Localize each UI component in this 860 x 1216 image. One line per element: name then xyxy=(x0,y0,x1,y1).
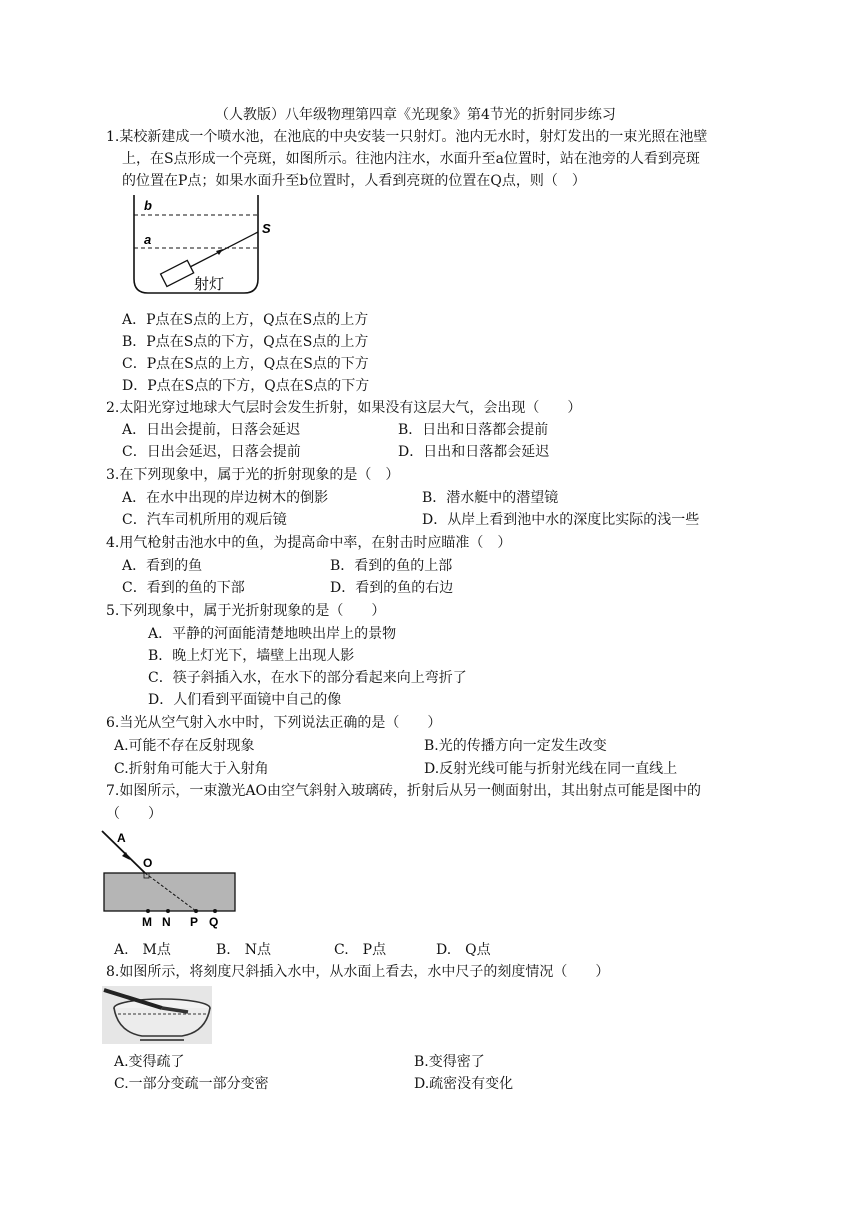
q7-stem-line2: （ ） xyxy=(106,806,162,822)
q1-label-s: S xyxy=(262,221,271,236)
q5-option-c: C．筷子斜插入水，在水下的部分看起来向上弯折了 xyxy=(148,670,467,686)
q6-stem: 6.当光从空气射入水中时，下列说法正确的是（ ） xyxy=(106,715,442,731)
q5-option-d: D．人们看到平面镜中自己的像 xyxy=(148,692,342,708)
q1-option-b: B．P点在S点的下方，Q点在S点的上方 xyxy=(122,334,369,350)
q7-option-c: C. P点 xyxy=(334,942,387,958)
q2-option-d: D．日出和日落都会延迟 xyxy=(398,444,550,460)
q6-option-d: D.反射光线可能与折射光线在同一直线上 xyxy=(424,761,678,777)
q4-option-a: A．看到的鱼 xyxy=(122,558,203,574)
q4-stem: 4.用气枪射击池水中的鱼，为提高命中率，在射击时应瞄准（ ） xyxy=(106,535,512,551)
q7-glass-block-figure xyxy=(100,826,245,931)
q7-label-a: A xyxy=(117,831,126,845)
q1-pool-figure xyxy=(120,193,280,297)
q5-stem: 5.下列现象中，属于光折射现象的是（ ） xyxy=(106,603,386,619)
q1-lamp-label: 射灯 xyxy=(194,276,225,293)
q4-option-c: C．看到的鱼的下部 xyxy=(122,580,245,596)
q8-option-d: D.疏密没有变化 xyxy=(414,1076,514,1092)
q7-option-d: D. Q点 xyxy=(436,942,491,958)
q1-option-a: A．P点在S点的上方，Q点在S点的上方 xyxy=(122,312,369,328)
q3-option-d: D．从岸上看到池中水的深度比实际的浅一些 xyxy=(422,512,700,528)
q6-option-c: C.折射角可能大于入射角 xyxy=(114,761,269,777)
q1-option-d: D．P点在S点的下方，Q点在S点的下方 xyxy=(122,378,370,394)
q7-stem-line1: 7.如图所示，一束激光AO由空气斜射入玻璃砖，折射后从另一侧面射出，其出射点可能是图中的 xyxy=(106,783,701,799)
q2-stem: 2.太阳光穿过地球大气层时会发生折射，如果没有这层大气，会出现（ ） xyxy=(106,400,582,416)
q7-label-p: P xyxy=(190,915,199,929)
q1-option-c: C．P点在S点的上方，Q点在S点的下方 xyxy=(122,356,369,372)
q6-option-a: A.可能不存在反射现象 xyxy=(114,738,255,754)
q3-option-a: A．在水中出现的岸边树木的倒影 xyxy=(122,490,329,506)
q7-label-o: O xyxy=(143,856,153,870)
q4-option-d: D．看到的鱼的右边 xyxy=(330,580,454,596)
q1-stem-line2: 上，在S点形成一个亮斑，如图所示。往池内注水，水面升至a位置时，站在池旁的人看到亮斑 xyxy=(122,151,700,167)
q7-label-q: Q xyxy=(209,915,219,929)
q4-option-b: B．看到的鱼的上部 xyxy=(330,558,453,574)
q7-label-n: N xyxy=(162,915,171,929)
q5-option-a: A．平静的河面能清楚地映出岸上的景物 xyxy=(148,626,397,642)
q2-option-b: B．日出和日落都会提前 xyxy=(398,422,549,438)
q7-label-m: M xyxy=(142,915,152,929)
q3-option-b: B．潜水艇中的潜望镜 xyxy=(422,490,559,506)
q1-label-a: a xyxy=(144,232,152,247)
q2-option-c: C．日出会延迟，日落会提前 xyxy=(122,444,301,460)
q2-option-a: A．日出会提前，日落会延迟 xyxy=(122,422,301,438)
q3-option-c: C．汽车司机所用的观后镜 xyxy=(122,512,287,528)
q1-lamp-icon xyxy=(161,260,194,286)
page-title: （人教版）八年级物理第四章《光现象》第4节光的折射同步练习 xyxy=(215,107,616,123)
q8-option-b: B.变得密了 xyxy=(414,1054,485,1070)
q8-stem: 8.如图所示，将刻度尺斜插入水中，从水面上看去，水中尺子的刻度情况（ ） xyxy=(106,964,610,980)
q8-option-a: A.变得疏了 xyxy=(114,1054,185,1070)
q8-bowl-ruler-figure xyxy=(102,986,212,1044)
q1-label-b: b xyxy=(144,198,152,213)
q7-option-b: B. N点 xyxy=(216,942,271,958)
q8-option-c: C.一部分变疏一部分变密 xyxy=(114,1076,269,1092)
q7-option-a: A. M点 xyxy=(114,942,171,958)
q5-option-b: B．晚上灯光下，墙壁上出现人影 xyxy=(148,648,355,664)
q1-stem-line1: 1.某校新建成一个喷水池，在池底的中央安装一只射灯。池内无水时，射灯发出的一束光照在池壁 xyxy=(106,129,708,145)
q1-stem-line3: 的位置在P点；如果水面升至b位置时，人看到亮斑的位置在Q点，则（ ） xyxy=(122,173,586,189)
q6-option-b: B.光的传播方向一定发生改变 xyxy=(424,738,607,754)
q3-stem: 3.在下列现象中，属于光的折射现象的是（ ） xyxy=(106,467,400,483)
